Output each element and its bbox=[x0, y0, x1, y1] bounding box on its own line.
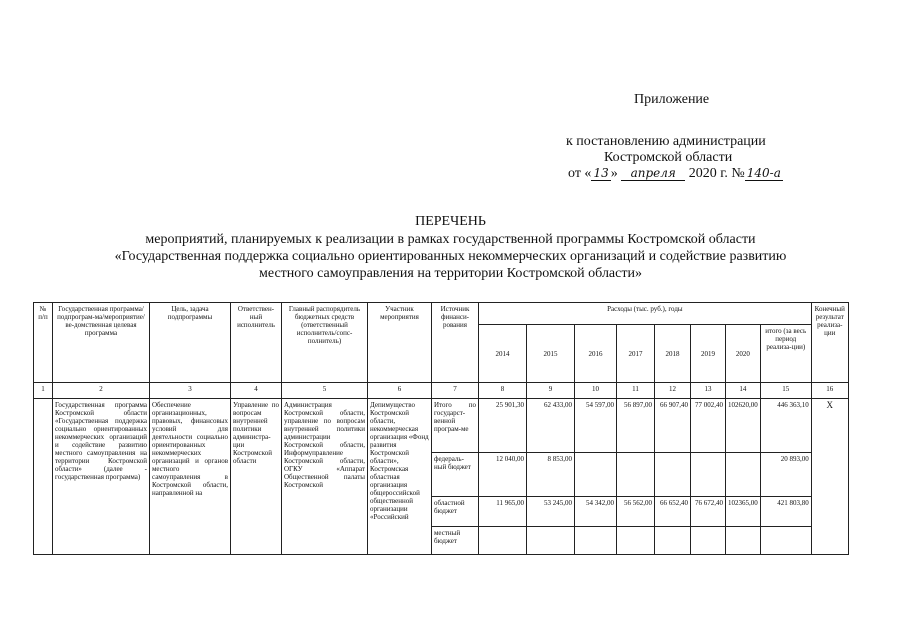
header-program: Государственная программа/подпрограм-ма/мероприятие/ве-домственная целевая программа bbox=[53, 303, 150, 383]
row-responsible: Управление по вопросам внутренней политики администра-ции Костромской области bbox=[231, 399, 282, 555]
cell-value bbox=[655, 453, 691, 497]
row-source: федераль-ный бюджет bbox=[432, 453, 479, 497]
row-participant: Депимущество Костромской области, некоммерческая организация «Фонд развития Костромской области», Костромская областная организация общероссийской общественной организации «Российский bbox=[368, 399, 432, 555]
measures-table bbox=[33, 302, 849, 555]
header-expenses: Расходы (тыс. руб.), годы bbox=[479, 303, 812, 325]
header-responsible: Ответствен-ный исполнитель bbox=[231, 303, 282, 383]
cell-value: 53 245,00 bbox=[527, 497, 575, 527]
cell-value bbox=[691, 527, 726, 555]
cell-value bbox=[691, 453, 726, 497]
header-year: 2016 bbox=[575, 325, 617, 383]
table-row bbox=[34, 399, 849, 453]
document-title: ПЕРЕЧЕНЬ bbox=[415, 214, 486, 229]
cell-value: 54 597,00 bbox=[575, 399, 617, 453]
appendix-label: Приложение bbox=[634, 92, 710, 107]
col-number: 6 bbox=[368, 383, 432, 399]
cell-value: 102365,00 bbox=[726, 497, 761, 527]
col-number: 8 bbox=[479, 383, 527, 399]
header-participant: Участник мероприятия bbox=[368, 303, 432, 383]
cell-value: 54 342,00 bbox=[575, 497, 617, 527]
header-row-1 bbox=[34, 303, 849, 325]
subtitle-line-2: «Государственная поддержка социально ориентированных некоммерческих организаций и содействие развитию bbox=[114, 249, 787, 264]
date-prefix: от « bbox=[568, 166, 592, 181]
cell-value bbox=[575, 453, 617, 497]
col-number: 5 bbox=[282, 383, 368, 399]
date-month: апреля bbox=[621, 166, 685, 181]
header-manager: Главный распорядитель бюджетных средств (ответственный исполнитель/сопс-полнитель) bbox=[282, 303, 368, 383]
date-year: 2020 г. № bbox=[688, 166, 745, 181]
cell-value bbox=[617, 527, 655, 555]
col-number: 13 bbox=[691, 383, 726, 399]
cell-value bbox=[527, 527, 575, 555]
cell-value: 56 562,00 bbox=[617, 497, 655, 527]
col-number: 11 bbox=[617, 383, 655, 399]
header-no: № п/п bbox=[34, 303, 53, 383]
col-number: 14 bbox=[726, 383, 761, 399]
cell-value bbox=[479, 527, 527, 555]
cell-value: 12 040,00 bbox=[479, 453, 527, 497]
col-number: 16 bbox=[811, 383, 848, 399]
cell-value: 77 002,40 bbox=[691, 399, 726, 453]
cell-value: 8 853,00 bbox=[527, 453, 575, 497]
cell-value: 11 965,00 bbox=[479, 497, 527, 527]
decree-line-1: к постановлению администрации bbox=[566, 134, 766, 149]
row-source: Итого по государст-венной програм-ме bbox=[432, 399, 479, 453]
cell-total: 421 803,80 bbox=[760, 497, 811, 527]
cell-total bbox=[760, 527, 811, 555]
row-no bbox=[34, 399, 53, 555]
decree-date-line bbox=[568, 166, 783, 182]
header-year: 2014 bbox=[479, 325, 527, 383]
row-source: местный бюджет bbox=[432, 527, 479, 555]
subtitle-line-1: мероприятий, планируемых к реализации в рамках государственной программы Костромской области bbox=[145, 232, 756, 247]
date-number: 140-а bbox=[746, 166, 781, 180]
row-manager: Администрация Костромской области, управление по вопросам внутренней политики администрации Костромской области, Информуправление Костромской области, ОГКУ «Аппарат Общественной палаты Костромской bbox=[282, 399, 368, 555]
cell-value: 76 672,40 bbox=[691, 497, 726, 527]
header-total: итого (за весь период реализа-ции) bbox=[760, 325, 811, 383]
header-year: 2017 bbox=[617, 325, 655, 383]
cell-total: 446 363,10 bbox=[760, 399, 811, 453]
header-year: 2020 bbox=[726, 325, 761, 383]
column-numbers-row bbox=[34, 383, 849, 399]
col-number: 3 bbox=[150, 383, 231, 399]
col-number: 7 bbox=[432, 383, 479, 399]
cell-total: 20 893,00 bbox=[760, 453, 811, 497]
col-number: 9 bbox=[527, 383, 575, 399]
document-subtitle bbox=[0, 231, 901, 282]
col-number: 10 bbox=[575, 383, 617, 399]
header-source: Источник финанси-рования bbox=[432, 303, 479, 383]
date-day: 13 bbox=[593, 166, 609, 180]
cell-value: 25 901,30 bbox=[479, 399, 527, 453]
date-mid: » bbox=[610, 166, 618, 181]
subtitle-line-3: местного самоуправления на территории Костромской области» bbox=[259, 266, 642, 281]
row-source: областной бюджет bbox=[432, 497, 479, 527]
cell-value bbox=[617, 453, 655, 497]
header-goal: Цель, задача подпрограммы bbox=[150, 303, 231, 383]
header-result: Конечный результат реализа-ции bbox=[811, 303, 848, 383]
row-result: Х bbox=[811, 399, 848, 555]
row-program: Государственная программа Костромской области «Государственная поддержка социально ориентированных некоммерческих организаций и содействие развитию местного самоуправления на территории Костромской области» (далее - государственная программа) bbox=[53, 399, 150, 555]
col-number: 15 bbox=[760, 383, 811, 399]
col-number: 1 bbox=[34, 383, 53, 399]
cell-value: 102620,00 bbox=[726, 399, 761, 453]
header-year: 2019 bbox=[691, 325, 726, 383]
col-number: 12 bbox=[655, 383, 691, 399]
col-number: 2 bbox=[53, 383, 150, 399]
cell-value bbox=[726, 527, 761, 555]
cell-value: 62 433,00 bbox=[527, 399, 575, 453]
cell-value: 56 897,00 bbox=[617, 399, 655, 453]
cell-value: 66 652,40 bbox=[655, 497, 691, 527]
cell-value bbox=[655, 527, 691, 555]
decree-line-2: Костромской области bbox=[604, 150, 733, 165]
row-goal: Обеспечение организационных, правовых, финансовых условий для деятельности социально ориентированных некоммерческих организаций и органов местного самоуправления в Костромской области, направленной на bbox=[150, 399, 231, 555]
header-year: 2018 bbox=[655, 325, 691, 383]
header-year: 2015 bbox=[527, 325, 575, 383]
col-number: 4 bbox=[231, 383, 282, 399]
cell-value bbox=[726, 453, 761, 497]
cell-value bbox=[575, 527, 617, 555]
cell-value: 66 907,40 bbox=[655, 399, 691, 453]
